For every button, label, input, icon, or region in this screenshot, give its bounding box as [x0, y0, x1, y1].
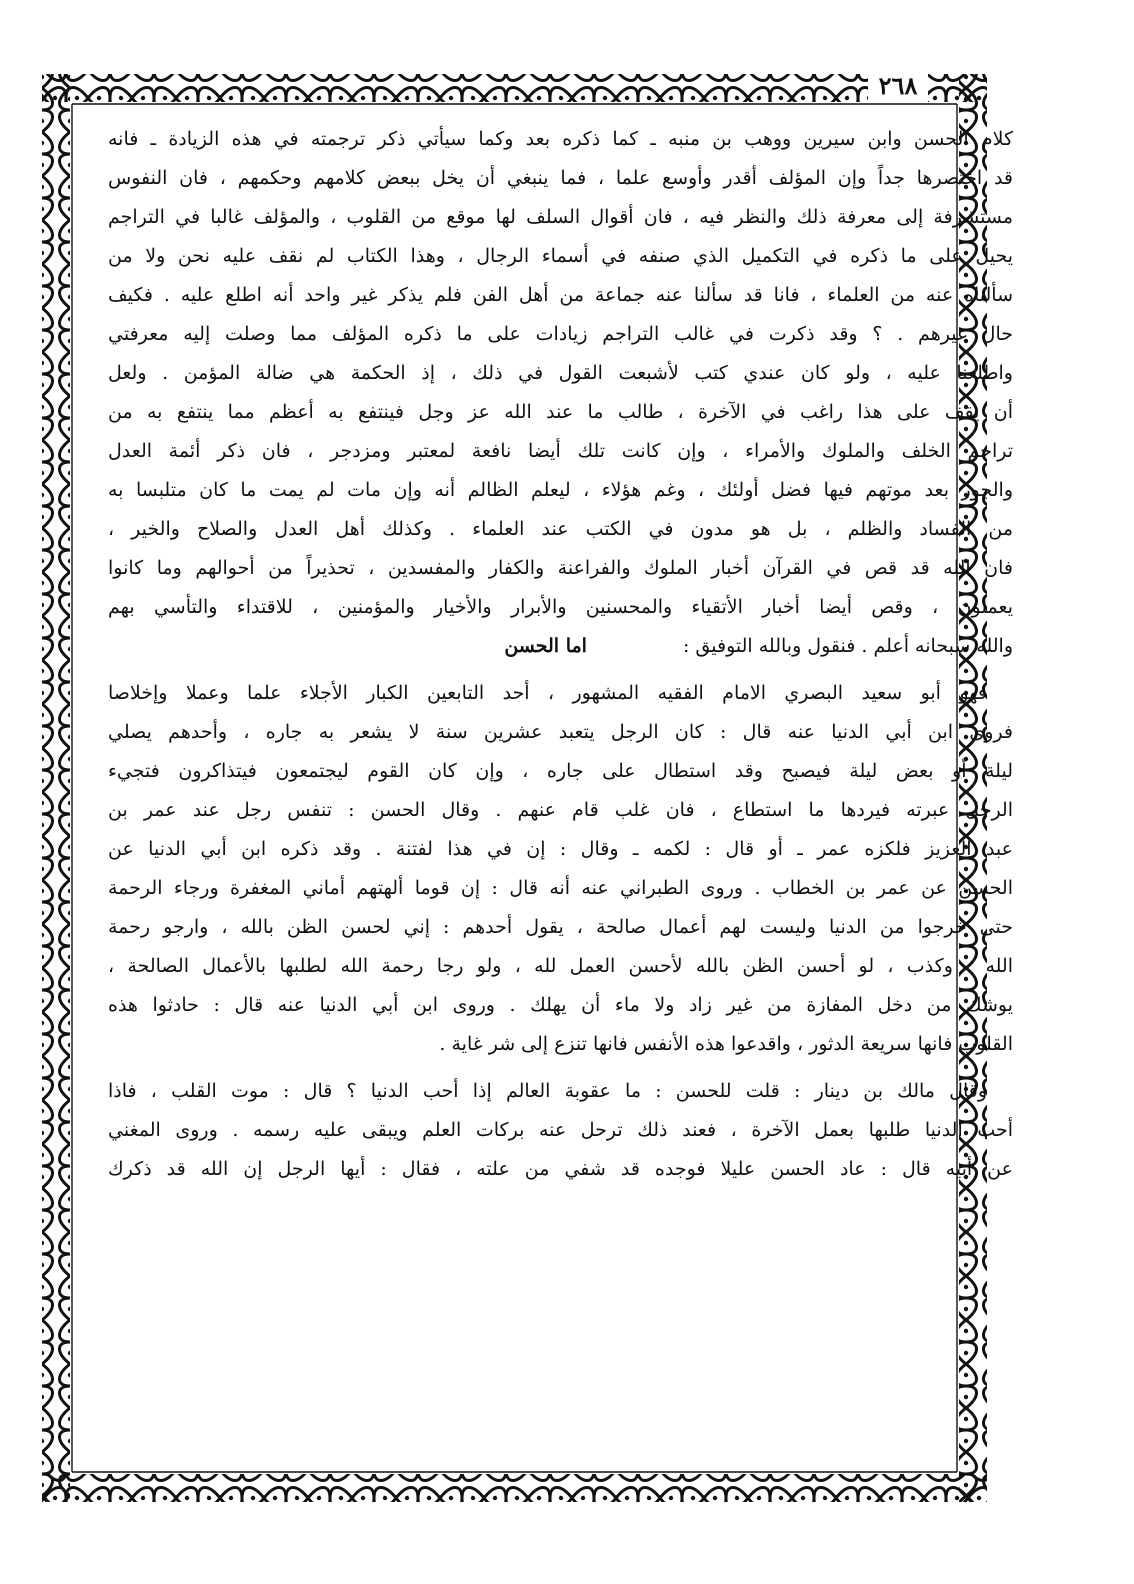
- text-line: ليلة أو بعض ليلة فيصبح وقد استطال على جاره ، وإن كان القوم ليجتمعون فيتذاكرون فتجيء: [108, 760, 1013, 782]
- heading-line: [108, 627, 1013, 666]
- paragraph-gap: [108, 666, 1013, 674]
- text-line: كلام الحسن وابن سيرين ووهب بن منبه ـ كما ذكره بعد وكما سيأتي ذكر ترجمته في هذه الزيادة ـ فانه: [108, 128, 1013, 150]
- text-line: الحسن عن عمر بن الخطاب . وروى الطبراني عنه أنه قال : إن قوما ألهتهم أماني المغفرة ورجاء الرحمة: [108, 877, 1013, 899]
- main-text: [108, 120, 1013, 1460]
- text-line: تراجم الخلف والملوك والأمراء ، وإن كانت تلك أيضا نافعة لمعتبر ومزدجر ، فان ذكر أئمة العدل: [108, 440, 1013, 462]
- text-line: عبد العزيز فلكزه عمر ـ أو قال : لكمه ـ وقال : إن في هذا لفتنة . وقد ذكره ابن أبي الدنيا عن: [108, 838, 1013, 860]
- text-line: عن أبيه قال : عاد الحسن عليلا فوجده قد شفي من علته ، فقال : أيها الرجل إن الله قد ذكرك: [108, 1158, 1013, 1180]
- text-line: يعملون ، وقص أيضا أخبار الأتقياء والمحسنين والأبرار والأخيار والمؤمنين ، للاقتداء والتأسي بهم: [108, 596, 1013, 618]
- text-line: قد اختصرها جداً وإن المؤلف أقدر وأوسع علما ، فما ينبغي أن يخل ببعض كلامهم وحكمهم ، فان النفوس: [108, 167, 1013, 189]
- text-line: حتى خرجوا من الدنيا وليست لهم أعمال صالحة ، يقول أحدهم : إني لحسن الظن بالله ، وارجو رحمة: [108, 916, 1013, 938]
- text-line: فروى ابن أبي الدنيا عنه قال : كان الرجل يتعبد عشرين سنة لا يشعر به جاره ، وأحدهم يصلي: [108, 721, 1013, 743]
- text-line: فان الله قد قص في القرآن أخبار الملوك والفراعنة والكفار والمفسدين ، تحذيراً من أحوالهم وما كانوا: [108, 557, 1013, 579]
- text-line: القلوب فانها سريعة الدثور ، واقدعوا هذه الأنفس فانها تنزع إلى شر غاية .: [439, 1033, 1013, 1055]
- text-line: فهو أبو سعيد البصري الامام الفقيه المشهور ، أحد التابعين الكبار الأجلاء علما وعملا وإخلاصا: [108, 682, 987, 704]
- closing-text: والله سبحانه أعلم . فنقول وبالله التوفيق :: [682, 635, 1013, 657]
- text-line: يوشك من دخل المفازة من غير زاد ولا ماء أن يهلك . وروى ابن أبي الدنيا عنه قال : حادثوا هذه: [108, 994, 1013, 1016]
- text-line: أحب الدنيا طلبها بعمل الآخرة ، فعند ذلك ترحل عنه بركات العلم ويبقى عليه رسمه . وروى المغني: [108, 1119, 1013, 1141]
- text-line: حال غيرهم . ؟ وقد ذكرت في غالب التراجم زيادات على ما ذكره المؤلف مما وصلت إليه معرفتي: [108, 323, 1013, 345]
- text-line: واطلعنا عليه ، ولو كان عندي كتب لأشبعت القول في ذلك ، إذ الحكمة هي ضالة المؤمن . ولعل: [108, 362, 1013, 384]
- section-heading: اما الحسن: [504, 635, 587, 657]
- text-line: مستشرفة إلى معرفة ذلك والنظر فيه ، فان أقوال السلف لها موقع من القلوب ، والمؤلف غالبا في التراجم: [108, 206, 1013, 228]
- text-line: وقال مالك بن دينار : قلت للحسن : ما عقوبة العالم إذا أحب الدنيا ؟ قال : موت القلب ، فاذا: [108, 1080, 987, 1102]
- text-line: سألناه عنه من العلماء ، فانا قد سألنا عنه جماعة من أهل الفن فلم يذكر غير واحد أنه اطلع عليه . فكيف: [108, 284, 1013, 306]
- text-line: الرجل عبرته فيردها ما استطاع ، فان غلب قام عنهم . وقال الحسن : تنفس رجل عند عمر بن: [108, 799, 1013, 821]
- paragraph-gap: [108, 1064, 1013, 1072]
- text-line: يحيل على ما ذكره في التكميل الذي صنفه في أسماء الرجال ، وهذا الكتاب لم نقف عليه نحن ولا من: [108, 245, 1013, 267]
- text-line: والجور بعد موتهم فيها فضل أولئك ، وغم هؤلاء ، ليعلم الظالم أنه وإن مات لم يمت ما كان متلبسا به: [108, 479, 1013, 501]
- text-line: أن يقف على هذا راغب في الآخرة ، طالب ما عند الله عز وجل فينتفع به أعظم مما ينتفع به من: [108, 401, 1013, 423]
- text-line: من الفساد والظلم ، بل هو مدون في الكتب عند العلماء . وكذلك أهل العدل والصلاح والخير ،: [108, 518, 1013, 540]
- page-number: ٢٦٨: [868, 70, 928, 102]
- text-line: الله . وكذب ، لو أحسن الظن بالله لأحسن العمل لله ، ولو رجا رحمة الله لطلبها بالأعمال الصالحة ،: [108, 955, 1013, 977]
